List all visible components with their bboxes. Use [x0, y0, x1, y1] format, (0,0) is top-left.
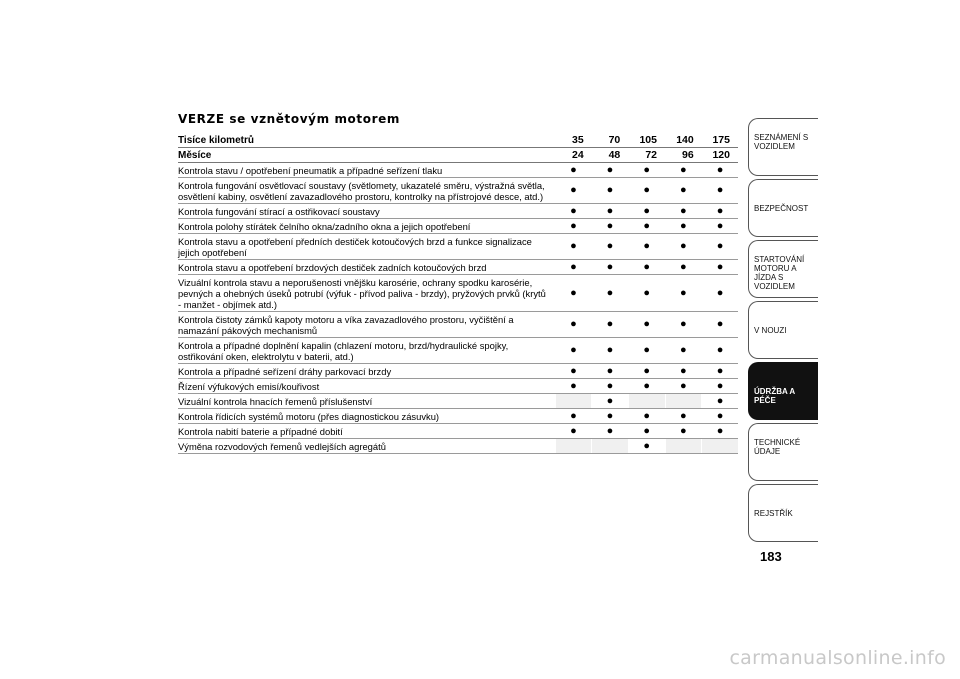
empty-mark-cell	[555, 439, 592, 454]
service-mark-icon: ●	[592, 338, 629, 364]
watermark: carmanualsonline.info	[729, 647, 946, 669]
task-description: Kontrola a případné seřízení dráhy parkovací brzdy	[178, 364, 555, 379]
table-row	[178, 424, 738, 439]
task-description: Řízení výfukových emisí/kouřivost	[178, 379, 555, 394]
sidebar-tab-label: V NOUZI	[754, 326, 787, 335]
sidebar-tab[interactable]	[748, 362, 818, 420]
service-mark-icon: ●	[702, 379, 738, 394]
table-row	[178, 260, 738, 275]
service-mark-icon: ●	[555, 364, 592, 379]
section-title: VERZE se vznětovým motorem	[178, 112, 400, 126]
chapter-sidebar	[748, 118, 818, 545]
service-mark-icon: ●	[592, 409, 629, 424]
table-row	[178, 409, 738, 424]
service-mark-icon: ●	[628, 204, 665, 219]
service-mark-icon: ●	[592, 424, 629, 439]
service-mark-icon: ●	[628, 163, 665, 178]
service-mark-icon: ●	[702, 178, 738, 204]
task-description: Kontrola nabití baterie a případné dobití	[178, 424, 555, 439]
service-mark-icon: ●	[555, 260, 592, 275]
month-value: 24	[555, 148, 592, 163]
sidebar-tab[interactable]	[748, 179, 818, 237]
table-row	[178, 163, 738, 178]
table-row	[178, 178, 738, 204]
service-mark-icon: ●	[665, 219, 702, 234]
km-label: Tisíce kilometrů	[178, 133, 555, 148]
service-mark-icon: ●	[665, 409, 702, 424]
service-mark-icon: ●	[592, 260, 629, 275]
service-mark-icon: ●	[665, 312, 702, 338]
table-row	[178, 379, 738, 394]
service-mark-icon: ●	[702, 424, 738, 439]
service-mark-icon: ●	[665, 275, 702, 312]
service-mark-icon: ●	[628, 379, 665, 394]
service-mark-icon: ●	[592, 163, 629, 178]
task-description: Kontrola čistoty zámků kapoty motoru a víka zavazadlového prostoru, vyčištění a namazání pákových mechanismů	[178, 312, 555, 338]
table-row	[178, 312, 738, 338]
service-mark-icon: ●	[555, 219, 592, 234]
service-mark-icon: ●	[628, 312, 665, 338]
service-mark-icon: ●	[702, 394, 738, 409]
table-row	[178, 439, 738, 454]
month-header-row	[178, 148, 738, 163]
service-mark-icon: ●	[665, 204, 702, 219]
service-mark-icon: ●	[702, 338, 738, 364]
service-mark-icon: ●	[555, 204, 592, 219]
service-mark-icon: ●	[555, 379, 592, 394]
service-mark-icon: ●	[555, 163, 592, 178]
service-mark-icon: ●	[628, 364, 665, 379]
service-mark-icon: ●	[628, 234, 665, 260]
service-mark-icon: ●	[665, 338, 702, 364]
service-mark-icon: ●	[592, 312, 629, 338]
sidebar-tab[interactable]	[748, 484, 818, 542]
service-mark-icon: ●	[555, 338, 592, 364]
service-mark-icon: ●	[592, 364, 629, 379]
task-description: Kontrola stavu / opotřebení pneumatik a případné seřízení tlaku	[178, 163, 555, 178]
service-mark-icon: ●	[665, 379, 702, 394]
km-value: 175	[702, 133, 738, 148]
empty-mark-cell	[665, 439, 702, 454]
service-mark-icon: ●	[628, 178, 665, 204]
service-mark-icon: ●	[702, 163, 738, 178]
service-mark-icon: ●	[702, 275, 738, 312]
service-mark-icon: ●	[628, 409, 665, 424]
service-mark-icon: ●	[555, 424, 592, 439]
task-description: Kontrola a případné doplnění kapalin (chlazení motoru, brzd/hydraulické spojky, ostřikování oken, elektrolytu v baterii, atd.)	[178, 338, 555, 364]
service-mark-icon: ●	[628, 219, 665, 234]
sidebar-tab[interactable]	[748, 118, 818, 176]
sidebar-tab-label: BEZPEČNOST	[754, 204, 809, 213]
month-value: 120	[702, 148, 738, 163]
service-mark-icon: ●	[592, 394, 629, 409]
service-mark-icon: ●	[628, 260, 665, 275]
task-description: Výměna rozvodových řemenů vedlejších agregátů	[178, 439, 555, 454]
task-description: Kontrola stavu a opotřebení brzdových destiček zadních kotoučových brzd	[178, 260, 555, 275]
km-value: 105	[628, 133, 665, 148]
km-value: 35	[555, 133, 592, 148]
page-number: 183	[760, 549, 782, 564]
task-description: Vizuální kontrola hnacích řemenů příslušenství	[178, 394, 555, 409]
service-mark-icon: ●	[702, 409, 738, 424]
service-mark-icon: ●	[665, 364, 702, 379]
table-row	[178, 394, 738, 409]
service-mark-icon: ●	[702, 234, 738, 260]
table-row	[178, 364, 738, 379]
service-mark-icon: ●	[592, 275, 629, 312]
km-value: 70	[592, 133, 629, 148]
empty-mark-cell	[628, 394, 665, 409]
service-mark-icon: ●	[665, 424, 702, 439]
service-mark-icon: ●	[702, 312, 738, 338]
task-description: Kontrola fungování osvětlovací soustavy (světlomety, ukazatelé směru, výstražná světla, osvětlení kabiny, osvětlení zavazadlového prostoru, kontrolky na přístrojové desce, atd.)	[178, 178, 555, 204]
service-mark-icon: ●	[592, 219, 629, 234]
km-value: 140	[665, 133, 702, 148]
empty-mark-cell	[555, 394, 592, 409]
service-mark-icon: ●	[628, 439, 665, 454]
service-mark-icon: ●	[592, 234, 629, 260]
sidebar-tab[interactable]	[748, 423, 818, 481]
service-mark-icon: ●	[665, 178, 702, 204]
task-description: Kontrola řídicích systémů motoru (přes diagnostickou zásuvku)	[178, 409, 555, 424]
service-mark-icon: ●	[702, 204, 738, 219]
sidebar-tab-label: TECHNICKÉ ÚDAJE	[754, 438, 801, 456]
service-mark-icon: ●	[628, 338, 665, 364]
service-mark-icon: ●	[628, 275, 665, 312]
sidebar-tab-label: SEZNÁMENÍ S VOZIDLEM	[754, 133, 809, 151]
service-mark-icon: ●	[592, 379, 629, 394]
service-mark-icon: ●	[555, 234, 592, 260]
task-description: Kontrola fungování stírací a ostřikovací soustavy	[178, 204, 555, 219]
sidebar-tab-label: ÚDRŽBA A PÉČE	[754, 387, 795, 405]
sidebar-tab-label: STARTOVÁNÍ MOTORU A JÍZDA S VOZIDLEM	[754, 255, 805, 291]
service-mark-icon: ●	[628, 424, 665, 439]
sidebar-tab[interactable]	[748, 301, 818, 359]
service-mark-icon: ●	[592, 178, 629, 204]
task-description: Vizuální kontrola stavu a neporušenosti vnějšku karosérie, ochrany spodku karosérie, pevných a ohebných úseků potrubí (výfuk - přívod paliva - brzdy), pryžových prvků (krytů - manžet - objímek atd.)	[178, 275, 555, 312]
task-description: Kontrola stavu a opotřebení předních destiček kotoučových brzd a funkce signalizace jejich opotřebení	[178, 234, 555, 260]
km-header-row	[178, 133, 738, 148]
table-row	[178, 234, 738, 260]
empty-mark-cell	[592, 439, 629, 454]
service-mark-icon: ●	[555, 312, 592, 338]
service-mark-icon: ●	[702, 219, 738, 234]
sidebar-tab[interactable]	[748, 240, 818, 298]
month-value: 96	[665, 148, 702, 163]
service-mark-icon: ●	[665, 234, 702, 260]
service-mark-icon: ●	[555, 178, 592, 204]
table-row	[178, 204, 738, 219]
service-mark-icon: ●	[702, 260, 738, 275]
maintenance-table	[178, 133, 738, 454]
month-value: 48	[592, 148, 629, 163]
sidebar-tab-label: REJSTŘÍK	[754, 509, 793, 518]
service-mark-icon: ●	[665, 260, 702, 275]
table-row	[178, 338, 738, 364]
table-row	[178, 219, 738, 234]
service-mark-icon: ●	[555, 409, 592, 424]
empty-mark-cell	[702, 439, 738, 454]
service-mark-icon: ●	[592, 204, 629, 219]
month-label: Měsíce	[178, 148, 555, 163]
service-mark-icon: ●	[702, 364, 738, 379]
service-mark-icon: ●	[555, 275, 592, 312]
table-row	[178, 275, 738, 312]
task-description: Kontrola polohy stírátek čelního okna/zadního okna a jejich opotřebení	[178, 219, 555, 234]
month-value: 72	[628, 148, 665, 163]
empty-mark-cell	[665, 394, 702, 409]
service-mark-icon: ●	[665, 163, 702, 178]
